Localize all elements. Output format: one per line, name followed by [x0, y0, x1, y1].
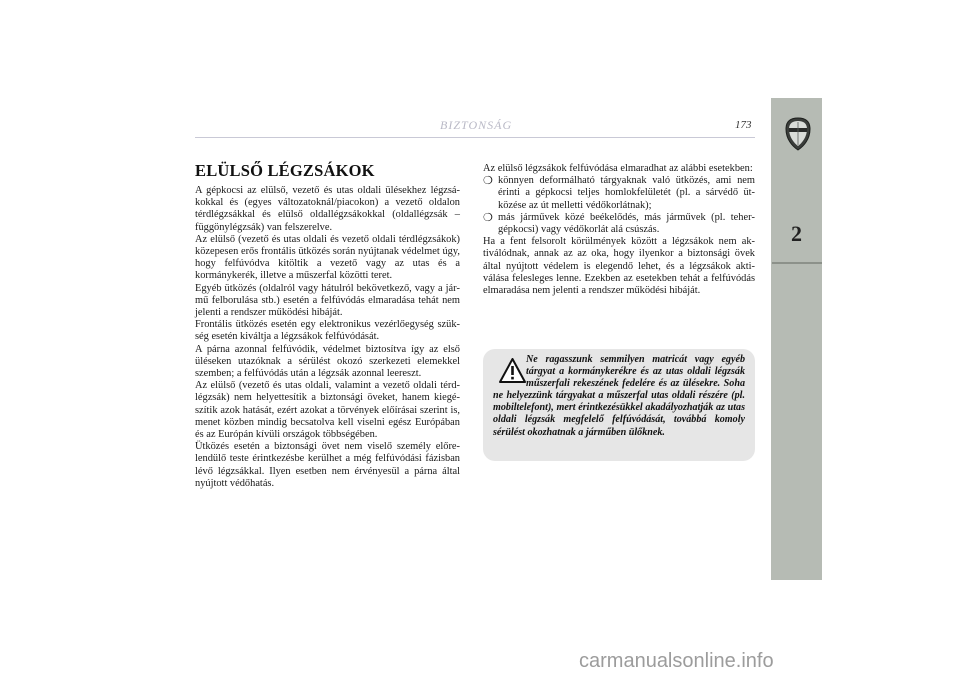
- paragraph: Frontális ütközés esetén egy elektronikus vezérlőegység szükség esetén kiváltja a légzsákok felfúvódását.: [195, 319, 460, 343]
- bullet-circle-icon: ❍: [483, 211, 493, 224]
- header-section-title: BIZTONSÁG: [440, 118, 513, 132]
- paragraph: Ha a fent felsorolt körülmények között a légzsákok nem aktiválódnak, annak az az oka, hogy ilyenkor a biztonsági övek által nyújtott védelem is elegendő lehet, és a légzsákok aktiválása felesleges lenne. Ezekben az esetekben tehát a felfúvódás elmaradása nem jelenti a rendszer működési hibáját.: [483, 236, 755, 297]
- paragraph: Az elülső (vezető és utas oldali, valamint a vezető oldali térdlégzsák) nem helyettesítik a biztonsági öveket, hanem kiegészítik azok hatását, ezért azokat a törvények előírásai szerint is, menet közben mindig becsatolva kell viselni egész Európában és az Európán kívüli országok többségében.: [195, 380, 460, 441]
- warning-text: Ne ragasszunk semmilyen matricát vagy egyéb tárgyat a kormánykerékre és az utas oldali légzsák műszerfali rekeszének fedelére és az ülésekre. Soha ne helyezzünk tárgyakat a műszerfal utas oldali részére (pl. mobiltelefont), mert érintkezésükkel akadályozhatják az utas oldali légzsák megfelelő felfúvódását, továbbá komoly sérülést okozhatnak a járműben ülőknek.: [493, 354, 745, 438]
- paragraph: A gépkocsi az elülső, vezető és utas oldali ülésekhez légzsákokkal és (egyes változatoknál/piacokon) a vezető oldalon térdlégzsákkal és elülső oldallégzsákokkal (oldallégzsák – függönylégzsák) van felszerelve.: [195, 185, 460, 233]
- paragraph: A párna azonnal felfúvódik, védelmet biztosítva így az első üléseken utazóknak a sérülést okozó szerkezeti elemekkel szemben; a felfúvódás után a légzsák azonnal leereszt.: [195, 343, 460, 380]
- chapter-number: 2: [791, 221, 802, 246]
- warning-text-block: [493, 354, 745, 439]
- warning-box: [483, 349, 755, 461]
- list-item-text: könnyen deformálható tárgyaknak való ütközés, ami nem érinti a gépkocsi teljes homlokfelületét (pl. a sárvédő ütközése az út melletti védőkorlátnak);: [498, 175, 755, 211]
- lancia-shield-logo-icon: [785, 117, 811, 151]
- paragraph: Ütközés esetén a biztonsági övet nem viselő személy előrelendülő teste érintkezésbe kerülhet a még felfúvódási fázisban lévő légzsákkal. Ilyen esetben nem érvényesül a párna által nyújtott védőhatás.: [195, 441, 460, 489]
- paragraph: Az elülső (vezető és utas oldali és vezető oldali térdlégzsákok) közepesen erős frontális ütközés során nyújtanak védelmet úgy, hogy felfúvódva kitöltik a vezető vagy az utas és a kormánykerék, illetve a műszerfal közötti teret.: [195, 233, 460, 282]
- right-column: [483, 163, 755, 297]
- section-title: ELÜLSŐ LÉGZSÁKOK: [195, 161, 375, 180]
- page-number: 173: [735, 119, 752, 131]
- left-column: [195, 185, 460, 490]
- icon-spacer: [493, 354, 526, 390]
- paragraph: Egyéb ütközés (oldalról vagy hátulról bekövetkező, vagy a jármű felborulása stb.) esetén a felfúvódás elmaradása tehát nem jelenti a rendszer működési hibáját.: [195, 282, 460, 319]
- list-item-text: más járművek közé beékelődés, más járművek (pl. tehergépkocsi) vagy védőkorlát alá csúszás.: [498, 211, 755, 236]
- watermark: carmanualsonline.info: [579, 650, 774, 672]
- list-item: [483, 175, 755, 212]
- intro-paragraph: Az elülső légzsákok felfúvódása elmaradhat az alábbi esetekben:: [483, 163, 753, 174]
- bullet-circle-icon: ❍: [483, 175, 493, 188]
- chapter-side-tab: [771, 98, 822, 580]
- chapter-marker-bar: [772, 262, 822, 264]
- list-item: [483, 212, 755, 236]
- header-divider: [195, 137, 755, 138]
